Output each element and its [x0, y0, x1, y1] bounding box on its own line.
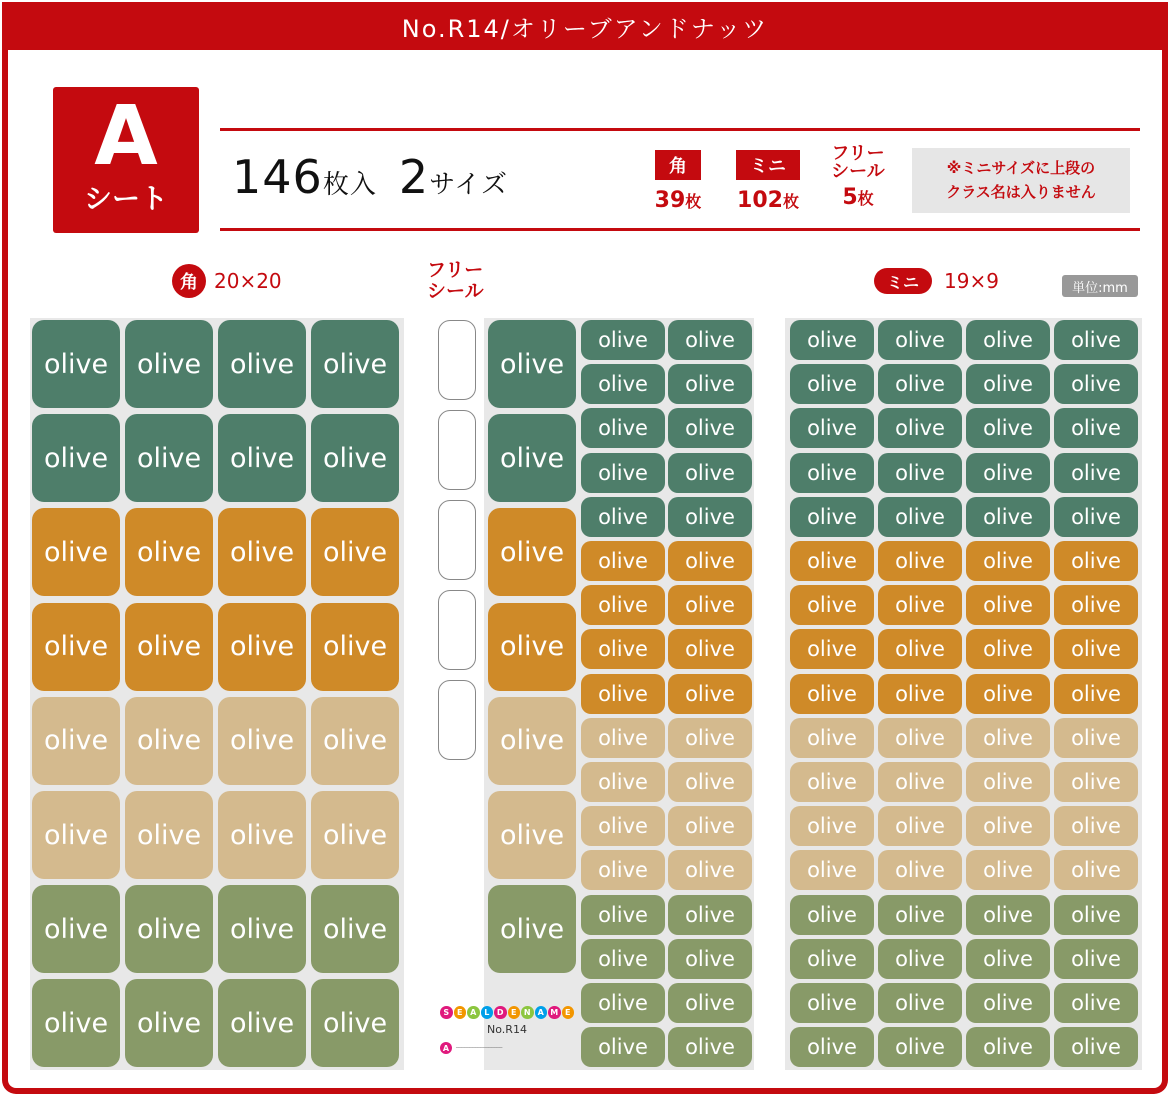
mini-num-wrap	[730, 188, 806, 213]
mini-sticker: olive	[790, 629, 874, 669]
kaku-sticker: olive	[32, 979, 120, 1067]
headline	[232, 150, 530, 204]
top-rule	[220, 128, 1140, 131]
kaku-sticker: olive	[311, 508, 399, 596]
mini-sticker: olive	[878, 629, 962, 669]
mini-sticker: olive	[878, 850, 962, 890]
mini-sticker: olive	[966, 541, 1050, 581]
kaku-sticker: olive	[311, 603, 399, 691]
note-line2: クラス名は入りません	[946, 183, 1096, 201]
mini-sticker: olive	[790, 408, 874, 448]
kaku-sticker: olive	[32, 791, 120, 879]
logo-letter: M	[548, 1006, 561, 1019]
mini-pill: ミニ	[874, 268, 932, 294]
mini-sticker: olive	[668, 1027, 752, 1067]
total-count: 146	[232, 150, 323, 204]
mini-sticker: olive	[966, 629, 1050, 669]
logo-letter: A	[467, 1006, 480, 1019]
mini-sticker: olive	[966, 806, 1050, 846]
mini-sticker: olive	[790, 850, 874, 890]
mini-sticker: olive	[878, 895, 962, 935]
mini-sticker: olive	[878, 674, 962, 714]
mini-sticker: olive	[581, 850, 665, 890]
mini-sticker: olive	[878, 806, 962, 846]
mini-sticker: olive	[790, 585, 874, 625]
kaku-sticker: olive	[311, 414, 399, 502]
bottom-rule	[220, 228, 1140, 231]
mini-sticker: olive	[878, 497, 962, 537]
kaku-sticker: olive	[488, 320, 576, 408]
mini-sticker: olive	[1054, 585, 1138, 625]
sheet-letter: A	[94, 89, 158, 184]
mini-sticker: olive	[1054, 364, 1138, 404]
mini-sticker: olive	[966, 453, 1050, 493]
mini-sticker: olive	[966, 1027, 1050, 1067]
mini-sticker: olive	[581, 364, 665, 404]
seal-de-name-logo	[440, 1006, 574, 1054]
mini-sticker: olive	[668, 939, 752, 979]
kaku-sticker: olive	[32, 508, 120, 596]
kaku-sticker: olive	[311, 791, 399, 879]
mini-sticker: olive	[581, 585, 665, 625]
mini-sticker: olive	[668, 762, 752, 802]
mini-sticker: olive	[581, 320, 665, 360]
kaku-num: 39	[654, 188, 686, 213]
mini-sticker: olive	[581, 453, 665, 493]
free-seal	[438, 500, 476, 580]
mini-sticker: olive	[966, 895, 1050, 935]
mini-sticker: olive	[581, 629, 665, 669]
mini-sticker: olive	[966, 983, 1050, 1023]
mini-sticker: olive	[790, 497, 874, 537]
mini-sticker: olive	[668, 497, 752, 537]
mini-sticker: olive	[1054, 895, 1138, 935]
mini-sticker: olive	[1054, 453, 1138, 493]
mini-sticker: olive	[790, 320, 874, 360]
mini-sticker: olive	[878, 364, 962, 404]
free-seal-label	[427, 260, 484, 302]
kaku-sticker: olive	[125, 791, 213, 879]
mini-sticker: olive	[790, 895, 874, 935]
kaku-sticker: olive	[311, 885, 399, 973]
mini-sticker: olive	[878, 320, 962, 360]
mini-sticker: olive	[581, 541, 665, 581]
mini-sticker: olive	[790, 541, 874, 581]
mini-sticker: olive	[966, 762, 1050, 802]
free-head-line1: フリー	[427, 259, 484, 281]
mini-sticker: olive	[1054, 1027, 1138, 1067]
sheet-badge	[53, 87, 199, 233]
mini-sticker: olive	[966, 674, 1050, 714]
mini-note	[912, 148, 1130, 213]
free-num: 5	[842, 185, 858, 210]
mini-sticker: olive	[966, 718, 1050, 758]
mini-sticker: olive	[668, 806, 752, 846]
kaku-sticker: olive	[32, 414, 120, 502]
mini-sticker: olive	[790, 1027, 874, 1067]
free-seal	[438, 410, 476, 490]
mini-sticker: olive	[790, 364, 874, 404]
kaku-sticker: olive	[125, 603, 213, 691]
mini-sticker: olive	[668, 408, 752, 448]
kaku-sticker: olive	[125, 885, 213, 973]
kaku-sticker: olive	[311, 697, 399, 785]
kaku-sticker: olive	[32, 885, 120, 973]
free-seal	[438, 320, 476, 400]
mini-sticker: olive	[1054, 497, 1138, 537]
mini-sticker: olive	[581, 497, 665, 537]
kaku-size-label	[172, 264, 282, 298]
mini-sticker: olive	[966, 320, 1050, 360]
free-seal	[438, 590, 476, 670]
logo-letter: E	[562, 1006, 575, 1019]
logo-letters	[440, 1006, 574, 1019]
kaku-sticker: olive	[218, 791, 306, 879]
logo-letter: S	[440, 1006, 453, 1019]
mini-sticker: olive	[790, 718, 874, 758]
mini-sticker: olive	[878, 939, 962, 979]
free-seal	[438, 680, 476, 760]
free-num-wrap	[820, 185, 896, 210]
mini-sticker: olive	[581, 895, 665, 935]
logo-sheet-letter: A	[440, 1042, 452, 1054]
mini-sticker: olive	[790, 674, 874, 714]
kaku-sticker: olive	[488, 603, 576, 691]
mini-size-label	[874, 268, 999, 294]
kaku-sticker: olive	[311, 979, 399, 1067]
mini-sticker: olive	[1054, 983, 1138, 1023]
free-count	[820, 145, 896, 210]
kaku-sticker: olive	[125, 979, 213, 1067]
kaku-count	[646, 150, 710, 213]
free-unit: 枚	[857, 189, 874, 208]
kaku-sticker: olive	[218, 414, 306, 502]
mini-sticker: olive	[668, 320, 752, 360]
mini-sticker: olive	[966, 939, 1050, 979]
kaku-sticker: olive	[488, 791, 576, 879]
kaku-pill: 角	[172, 264, 206, 298]
mini-count	[730, 150, 806, 213]
mini-sticker: olive	[878, 585, 962, 625]
mini-sticker: olive	[878, 1027, 962, 1067]
kaku-sticker: olive	[218, 320, 306, 408]
kaku-sticker: olive	[488, 508, 576, 596]
logo-fine-print: ─────────────────	[456, 1045, 503, 1051]
mini-num: 102	[737, 188, 783, 213]
logo-letter: N	[521, 1006, 534, 1019]
logo-letter: L	[481, 1006, 494, 1019]
mini-sticker: olive	[1054, 850, 1138, 890]
kaku-sticker: olive	[32, 697, 120, 785]
kaku-size: 20×20	[214, 269, 282, 293]
kaku-sticker: olive	[218, 508, 306, 596]
sheet-label: シート	[83, 182, 168, 215]
mini-sticker: olive	[790, 939, 874, 979]
mini-sticker: olive	[1054, 806, 1138, 846]
kaku-sticker: olive	[125, 414, 213, 502]
kaku-sticker: olive	[32, 320, 120, 408]
mini-sticker: olive	[668, 895, 752, 935]
kaku-sticker: olive	[218, 697, 306, 785]
mini-sticker: olive	[966, 850, 1050, 890]
kaku-sticker: olive	[488, 697, 576, 785]
mini-sticker: olive	[1054, 320, 1138, 360]
logo-number: No.R14	[487, 1023, 527, 1036]
unit-badge: 単位:mm	[1062, 275, 1138, 297]
mini-sticker: olive	[668, 983, 752, 1023]
mini-sticker: olive	[1054, 762, 1138, 802]
kaku-sticker: olive	[32, 603, 120, 691]
mini-sticker: olive	[790, 806, 874, 846]
sizes-unit: サイズ	[429, 170, 509, 200]
kaku-sticker: olive	[488, 885, 576, 973]
free-head-line2: シール	[427, 280, 484, 302]
mini-unit: 枚	[782, 192, 799, 211]
mini-sticker: olive	[668, 850, 752, 890]
kaku-num-wrap	[646, 188, 710, 213]
mini-sticker: olive	[581, 983, 665, 1023]
mini-sticker: olive	[878, 453, 962, 493]
mini-sticker: olive	[1054, 939, 1138, 979]
mini-sticker: olive	[581, 718, 665, 758]
mini-sticker: olive	[790, 762, 874, 802]
total-count-unit: 枚入	[322, 170, 377, 200]
logo-letter: E	[454, 1006, 467, 1019]
mini-sticker: olive	[581, 408, 665, 448]
mini-sticker: olive	[966, 408, 1050, 448]
mini-sticker: olive	[878, 983, 962, 1023]
mini-sticker: olive	[668, 453, 752, 493]
mini-sticker: olive	[966, 497, 1050, 537]
kaku-unit: 枚	[685, 192, 702, 211]
mini-sticker: olive	[790, 983, 874, 1023]
logo-letter: E	[508, 1006, 521, 1019]
logo-sheet-mark	[440, 1042, 574, 1054]
mini-tag: ミニ	[736, 150, 800, 180]
mini-sticker: olive	[878, 541, 962, 581]
kaku-tag: 角	[655, 150, 701, 180]
mini-sticker: olive	[668, 541, 752, 581]
mini-size: 19×9	[944, 269, 999, 293]
mini-sticker: olive	[581, 939, 665, 979]
kaku-sticker: olive	[311, 320, 399, 408]
mini-sticker: olive	[878, 762, 962, 802]
mini-sticker: olive	[878, 718, 962, 758]
logo-letter: D	[494, 1006, 507, 1019]
mini-sticker: olive	[1054, 718, 1138, 758]
kaku-sticker: olive	[125, 508, 213, 596]
kaku-sticker: olive	[218, 603, 306, 691]
mini-sticker: olive	[1054, 408, 1138, 448]
mini-sticker: olive	[668, 629, 752, 669]
page-title: No.R14/オリーブアンドナッツ	[2, 2, 1168, 50]
mini-sticker: olive	[1054, 541, 1138, 581]
mini-sticker: olive	[668, 718, 752, 758]
kaku-sticker: olive	[125, 697, 213, 785]
mini-sticker: olive	[1054, 629, 1138, 669]
mini-sticker: olive	[878, 408, 962, 448]
mini-sticker: olive	[668, 364, 752, 404]
sizes-count: 2	[398, 150, 430, 204]
mini-sticker: olive	[668, 585, 752, 625]
mini-sticker: olive	[966, 364, 1050, 404]
mini-sticker: olive	[668, 674, 752, 714]
mini-sticker: olive	[1054, 674, 1138, 714]
mini-sticker: olive	[581, 806, 665, 846]
kaku-sticker: olive	[125, 320, 213, 408]
mini-sticker: olive	[966, 585, 1050, 625]
kaku-sticker: olive	[218, 979, 306, 1067]
free-tag-line2: シール	[831, 161, 885, 182]
logo-letter: A	[535, 1006, 548, 1019]
kaku-sticker: olive	[218, 885, 306, 973]
mini-sticker: olive	[581, 762, 665, 802]
kaku-sticker: olive	[488, 414, 576, 502]
note-line1: ※ミニサイズに上段の	[946, 159, 1096, 177]
mini-sticker: olive	[790, 453, 874, 493]
mini-sticker: olive	[581, 1027, 665, 1067]
mini-sticker: olive	[581, 674, 665, 714]
free-tag-line1: フリー	[831, 143, 885, 164]
